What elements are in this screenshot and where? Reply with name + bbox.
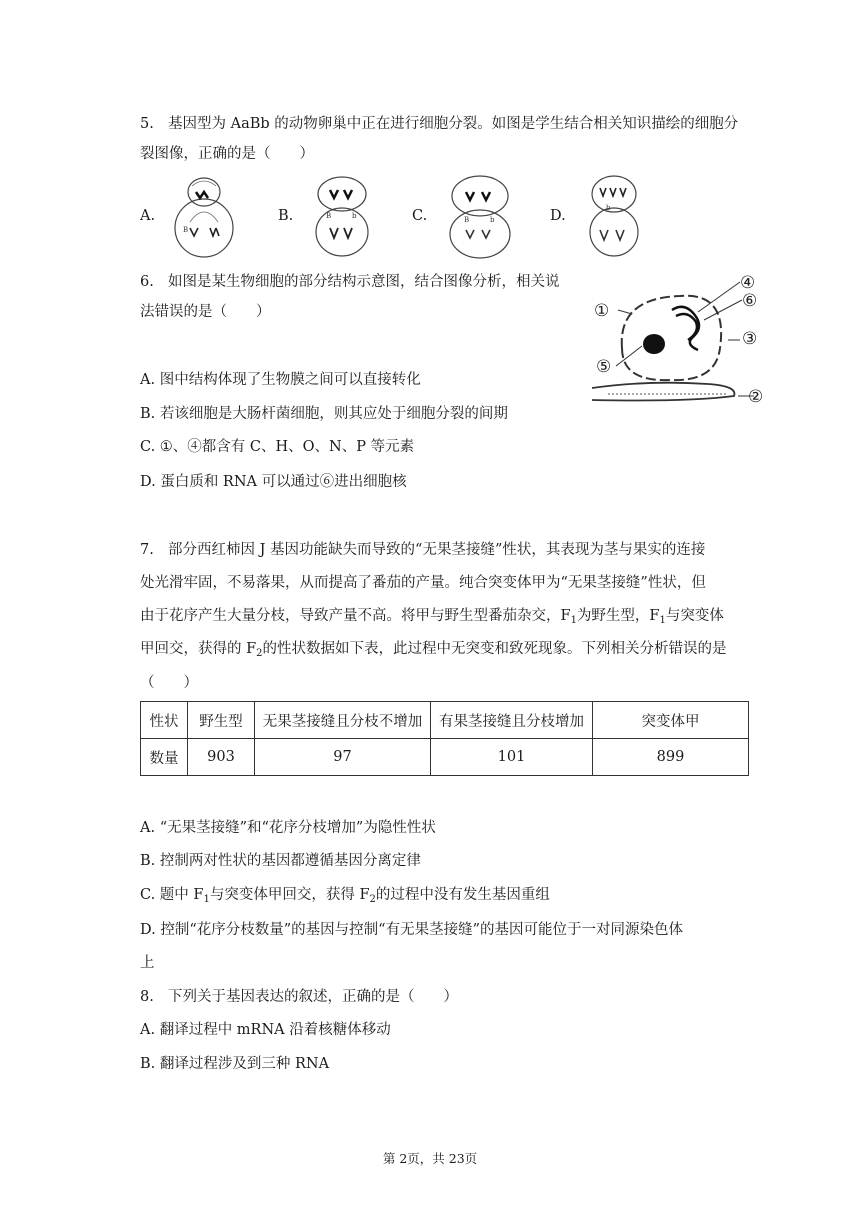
q6-option-b[interactable]: B. 若该细胞是大肠杆菌细胞，则其应处于细胞分裂的间期 [140,406,508,422]
q5-text-1: 基因型为 AaBb 的动物卵巢中正在进行细胞分裂。如图是学生结合相关知识描绘的细胞分 [168,116,739,132]
q6-stem-line2: 法错误的是（ ） [140,304,271,320]
table-cell: 899 [593,739,749,776]
q7-stem-line3 [140,606,724,631]
label-3: ③ [742,329,758,349]
q7-option-c-c: 的过程中没有发生基因重组 [375,887,550,903]
cell-division-diagram-c [438,172,522,260]
q7-stem-line4 [140,639,727,664]
q8-text-1: 下列关于基因表达的叙述，正确的是（ ） [168,989,458,1005]
q8-stem-line1 [140,987,458,1007]
q7-line4-b: 的性状数据如下表，此过程中无突变和致死现象。下列相关分析错误的是 [262,641,727,657]
q7-option-b[interactable]: B. 控制两对性状的基因都遵循基因分离定律 [140,853,421,869]
cell-division-diagram-d [576,172,652,260]
label-1: ① [594,301,610,321]
q7-option-c[interactable] [140,885,550,910]
label-6: ⑥ [742,291,758,311]
table-row [141,739,749,776]
table-header-cell: 野生型 [188,702,255,739]
label-5: ⑤ [596,357,612,377]
label-4: ④ [740,273,756,293]
q7-line4-sub: 2 [256,648,263,659]
q5-options [140,172,740,262]
q6-stem-line1 [140,272,560,292]
page-footer: 第 2页，共 23页 [382,1151,478,1166]
q8-option-b[interactable]: B. 翻译过程涉及到三种 RNA [140,1056,330,1072]
q6-text-1: 如图是某生物细胞的部分结构示意图，结合图像分析，相关说 [168,274,560,290]
q6-option-c[interactable]: C. ①、④都含有 C、H、O、N、P 等元素 [140,439,415,455]
table-cell: 97 [255,739,431,776]
q7-option-c-a: C. 题中 F [140,887,204,903]
table-header-cell: 有果茎接缝且分枝增加 [431,702,593,739]
q7-option-a[interactable]: A. “无果茎接缝”和“花序分枝增加”为隐性性状 [140,820,436,836]
q7-line3-sub1: 1 [570,615,577,626]
q7-line3-sub2: 1 [659,615,666,626]
cell-structure-diagram [588,270,780,416]
q8-number: 8. [140,989,154,1005]
q8-option-a[interactable]: A. 翻译过程中 mRNA 沿着核糖体移动 [140,1022,391,1038]
q5-option-a-label: A. [140,208,156,224]
q7-stem-line5: （ ） [140,675,198,691]
q5-option-b-label: B. [278,208,294,224]
q7-option-d-line1[interactable]: D. 控制“花序分枝数量”的基因与控制“有无果茎接缝”的基因可能位于一对同源染色体 [140,922,683,938]
table-cell: 数量 [141,739,188,776]
q7-stem-line1 [140,540,705,560]
svg-text:B: B [326,212,332,220]
q6-option-d[interactable]: D. 蛋白质和 RNA 可以通过⑥进出细胞核 [140,474,407,490]
cell-division-diagram-a [166,172,242,260]
svg-text:b: b [352,212,357,220]
q7-stem-line2: 处光滑牢固，不易落果，从而提高了番茄的产量。纯合突变体甲为“无果茎接缝”性状，但 [140,575,706,591]
table-cell: 101 [431,739,593,776]
cell-division-diagram-b [304,172,380,260]
q5-option-d-label: D. [550,208,566,224]
q5-option-c-label: C. [412,208,428,224]
q7-option-c-sub2: 2 [369,894,376,905]
q6-option-a[interactable]: A. 图中结构体现了生物膜之间可以直接转化 [140,372,421,388]
label-2: ② [748,387,764,407]
table-cell: 903 [188,739,255,776]
q7-line3-a: 由于花序产生大量分枝，导致产量不高。将甲与野生型番茄杂交，F [140,608,571,624]
q7-option-c-sub1: 1 [203,894,210,905]
trait-data-table [140,701,749,776]
q5-stem-line2: 裂图像，正确的是（ ） [140,146,314,162]
svg-text:b: b [490,216,495,224]
q7-line3-c: 与突变体 [665,608,724,624]
table-header-cell: 无果茎接缝且分枝不增加 [255,702,431,739]
q5-number: 5. [140,116,154,132]
svg-text:b: b [606,204,611,212]
table-header-row [141,702,749,739]
q7-option-c-b: 与突变体甲回交，获得 F [209,887,370,903]
q7-text-1: 部分西红柿因 J 基因功能缺失而导致的“无果茎接缝”性状，其表现为茎与果实的连接 [168,542,706,558]
q5-stem-line1 [140,114,738,134]
q7-line3-b: 为野生型，F [576,608,660,624]
q7-line4-a: 甲回交，获得的 F [140,641,257,657]
q6-number: 6. [140,274,154,290]
q7-option-d-line2[interactable]: 上 [140,955,155,971]
q7-number: 7. [140,542,154,558]
svg-text:B: B [183,226,189,234]
table-header-cell: 性状 [141,702,188,739]
svg-text:B: B [464,216,470,224]
table-header-cell: 突变体甲 [593,702,749,739]
